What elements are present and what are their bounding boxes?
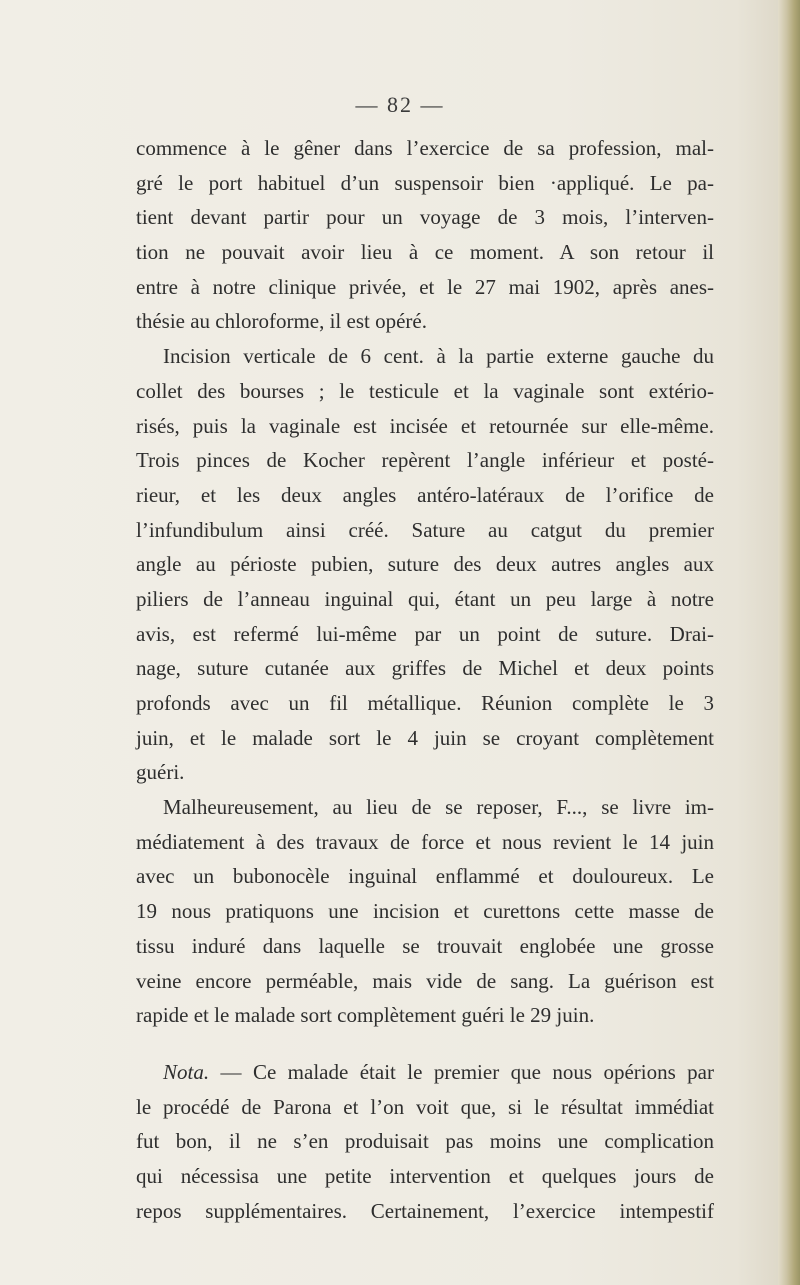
text-line: entre à notre clinique privée, et le 27 mai 1902, après anes- bbox=[136, 274, 714, 299]
page-edge-shadow bbox=[778, 0, 800, 1285]
text-line: médiatement à des travaux de force et nous revient le 14 juin bbox=[136, 829, 714, 854]
text-line: Incision verticale de 6 cent. à la partie externe gauche du bbox=[163, 344, 714, 369]
paragraph-3 bbox=[136, 790, 714, 1033]
text-line: piliers de l’anneau inguinal qui, étant un peu large à notre bbox=[136, 586, 714, 611]
text-line: nage, suture cutanée aux griffes de Michel et deux points bbox=[136, 656, 714, 681]
nota-first-line bbox=[136, 1055, 714, 1090]
text-line: fut bon, il ne s’en produisait pas moins une complication bbox=[136, 1129, 714, 1154]
text-line: rieur, et les deux angles antéro-latéraux de l’orifice de bbox=[136, 482, 714, 507]
text-line: guéri. bbox=[136, 760, 185, 785]
text-line: angle au périoste pubien, suture des deux autres angles aux bbox=[136, 552, 714, 577]
text-line: tion ne pouvait avoir lieu à ce moment. A son retour il bbox=[136, 240, 714, 265]
text-line: qui nécessisa une petite intervention et quelques jours de bbox=[136, 1163, 714, 1188]
text-line: gré le port habituel d’un suspensoir bien ·appliqué. Le pa- bbox=[136, 170, 714, 195]
paragraph-2 bbox=[136, 339, 714, 790]
page-number: — 82 — bbox=[355, 92, 445, 117]
text-line: thésie au chloroforme, il est opéré. bbox=[136, 309, 427, 334]
text-line: avec un bubonocèle inguinal enflammé et douloureux. Le bbox=[136, 864, 714, 889]
text-line: tissu induré dans laquelle se trouvait englobée une grosse bbox=[136, 933, 714, 958]
text-line: l’infundibulum ainsi créé. Sature au catgut du premier bbox=[136, 517, 714, 542]
paragraph-1 bbox=[136, 131, 714, 339]
text-line: commence à le gêner dans l’exercice de sa profession, mal- bbox=[136, 136, 714, 160]
paragraph-gap bbox=[136, 1033, 714, 1055]
text-line: tient devant partir pour un voyage de 3 mois, l’interven- bbox=[136, 205, 714, 230]
text-line: rapide et le malade sort complètement guéri le 29 juin. bbox=[136, 1003, 595, 1028]
text-line: Trois pinces de Kocher repèrent l’angle inférieur et posté- bbox=[136, 448, 714, 473]
text-line: juin, et le malade sort le 4 juin se croyant complètement bbox=[136, 725, 714, 750]
text-line: veine encore perméable, mais vide de sang. La guérison est bbox=[136, 968, 714, 993]
text-line: 19 nous pratiquons une incision et curettons cette masse de bbox=[136, 899, 714, 924]
text-line: profonds avec un fil métallique. Réunion complète le 3 bbox=[136, 691, 714, 715]
text-line: collet des bourses ; le testicule et la vaginale sont extério- bbox=[136, 378, 714, 403]
text-line: repos supplémentaires. Certainement, l’exercice intempestif bbox=[136, 1198, 714, 1223]
nota-paragraph bbox=[136, 1055, 714, 1228]
text-line: risés, puis la vaginale est incisée et retournée sur elle-même. bbox=[136, 413, 714, 438]
text-line: avis, est refermé lui-même par un point de suture. Drai- bbox=[136, 621, 714, 646]
nota-first-line-text: — Ce malade était le premier que nous opérions par bbox=[209, 1059, 714, 1084]
text-line: le procédé de Parona et l’on voit que, si le résultat immédiat bbox=[136, 1094, 714, 1119]
text-line: Malheureusement, au lieu de se reposer, F..., se livre im- bbox=[163, 795, 714, 820]
body-text bbox=[136, 131, 714, 1228]
nota-label: Nota. bbox=[163, 1059, 210, 1084]
